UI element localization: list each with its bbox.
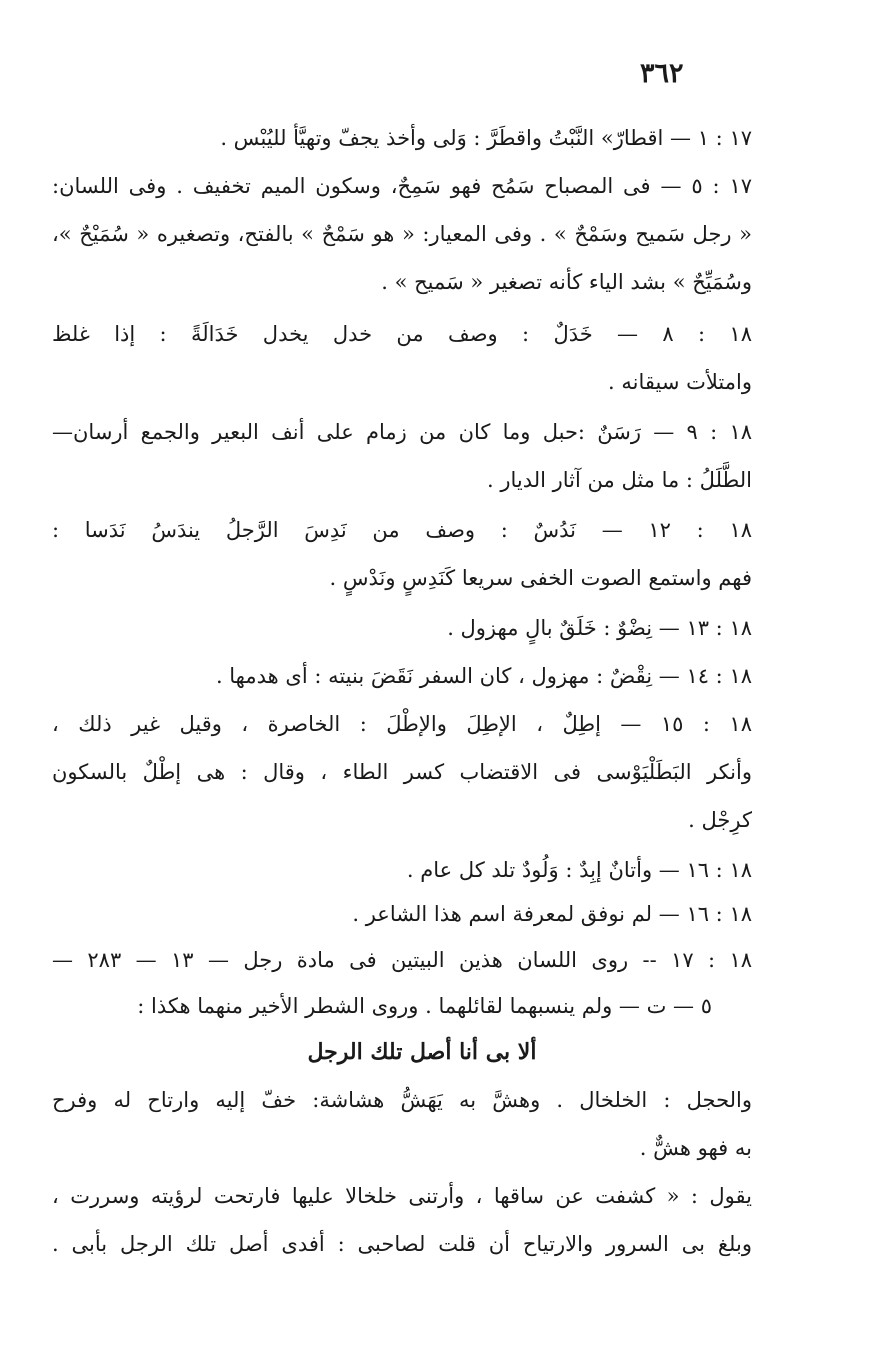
text-line: ٥ — ت — ولم ينسبهما لقائلهما . وروى الشطر الأخير منهما هكذا :	[137, 994, 712, 1018]
text-line: والحجل : الخلخال . وهشَّ به يَهَشُّ هشاشة: خفّ إليه وارتاح له وفرح	[52, 1088, 752, 1112]
text-line: الطَّلَلُ : ما مثل من آثار الديار .	[486, 468, 752, 492]
text-line: وامتلأت سيقانه .	[608, 370, 752, 394]
page-number: ٣٦٢	[640, 58, 684, 89]
text-line: وأنكر البَطَلْيَوْسى فى الاقتضاب كسر الطاء ، وقال : هى إطْلٌ بالسكون	[52, 760, 752, 784]
text-line: ١٨ : ٩ — رَسَنٌ :حبل وما كان من زمام على أنف البعير والجمع أرسان—	[52, 420, 753, 444]
text-line: ١٨ : ١٥ — إطِلٌ ، الإطِلَ والإطْلَ : الخاصرة ، وقيل غير ذلك ،	[52, 712, 752, 736]
text-line: ١٨ : ١٦ — وأتانٌ إبِدٌ : وَلُودٌ تلد كل عام .	[406, 858, 752, 882]
text-line: ١٨ : ١٣ — نِضْوٌ : خَلَقٌ بالٍ مهزول .	[447, 616, 752, 640]
verse-line: ألا بى أنا أصل تلك الرجل	[307, 1039, 537, 1065]
text-line: وبلغ بى السرور والارتياح أن قلت لصاحبى : أفدى أصل تلك الرجل بأبى .	[52, 1232, 752, 1256]
text-line: يقول : « كشفت عن ساقها ، وأرتنى خلخالا عليها فارتحت لرؤيته وسررت ،	[52, 1184, 752, 1208]
text-line: ١٨ : ١٤ — نِقْضٌ : مهزول ، كان السفر نَقَضَ بنيته : أى هدمها .	[215, 664, 752, 688]
text-line: ١٨ : ١٦ — لم نوفق لمعرفة اسم هذا الشاعر .	[352, 902, 752, 926]
text-line: كرِجْل .	[688, 808, 752, 832]
text-line: ١٧ : ١ — اقطارّ» النَّبْتُ واقطَرَّ : وَلى وأخذ يجفّ وتهيَّأ لليُبْس .	[220, 126, 752, 150]
text-line: ١٨ : ١٧ -- روى اللسان هذين البيتين فى مادة رجل — ١٣ — ٢٨٣ —	[52, 948, 752, 972]
text-line: فهم واستمع الصوت الخفى سريعا كَنَدِسٍ ونَدْسٍ .	[329, 566, 752, 590]
text-line: ١٨ : ٨ — خَدَلٌ : وصف من خدل يخدل خَدَالَةً : إذا غلظ	[52, 322, 752, 346]
text-line: ١٨ : ١٢ — نَدُسٌ : وصف من نَدِسَ الرَّجلُ يندَسُ نَدَسا :	[52, 518, 752, 542]
text-line: ١٧ : ٥ — فى المصباح سَمُح فهو سَمِحٌ، وسكون الميم تخفيف . وفى اللسان:	[52, 174, 752, 198]
text-line: « رجل سَميح وسَمْحٌ » . وفى المعيار: « هو سَمْحٌ » بالفتح، وتصغيره « سُمَيْحٌ »،	[52, 222, 752, 246]
text-line: وسُمَيِّحٌ » بشد الياء كأنه تصغير « سَميح » .	[381, 270, 752, 294]
text-line: به فهو هشٌّ .	[639, 1136, 752, 1160]
